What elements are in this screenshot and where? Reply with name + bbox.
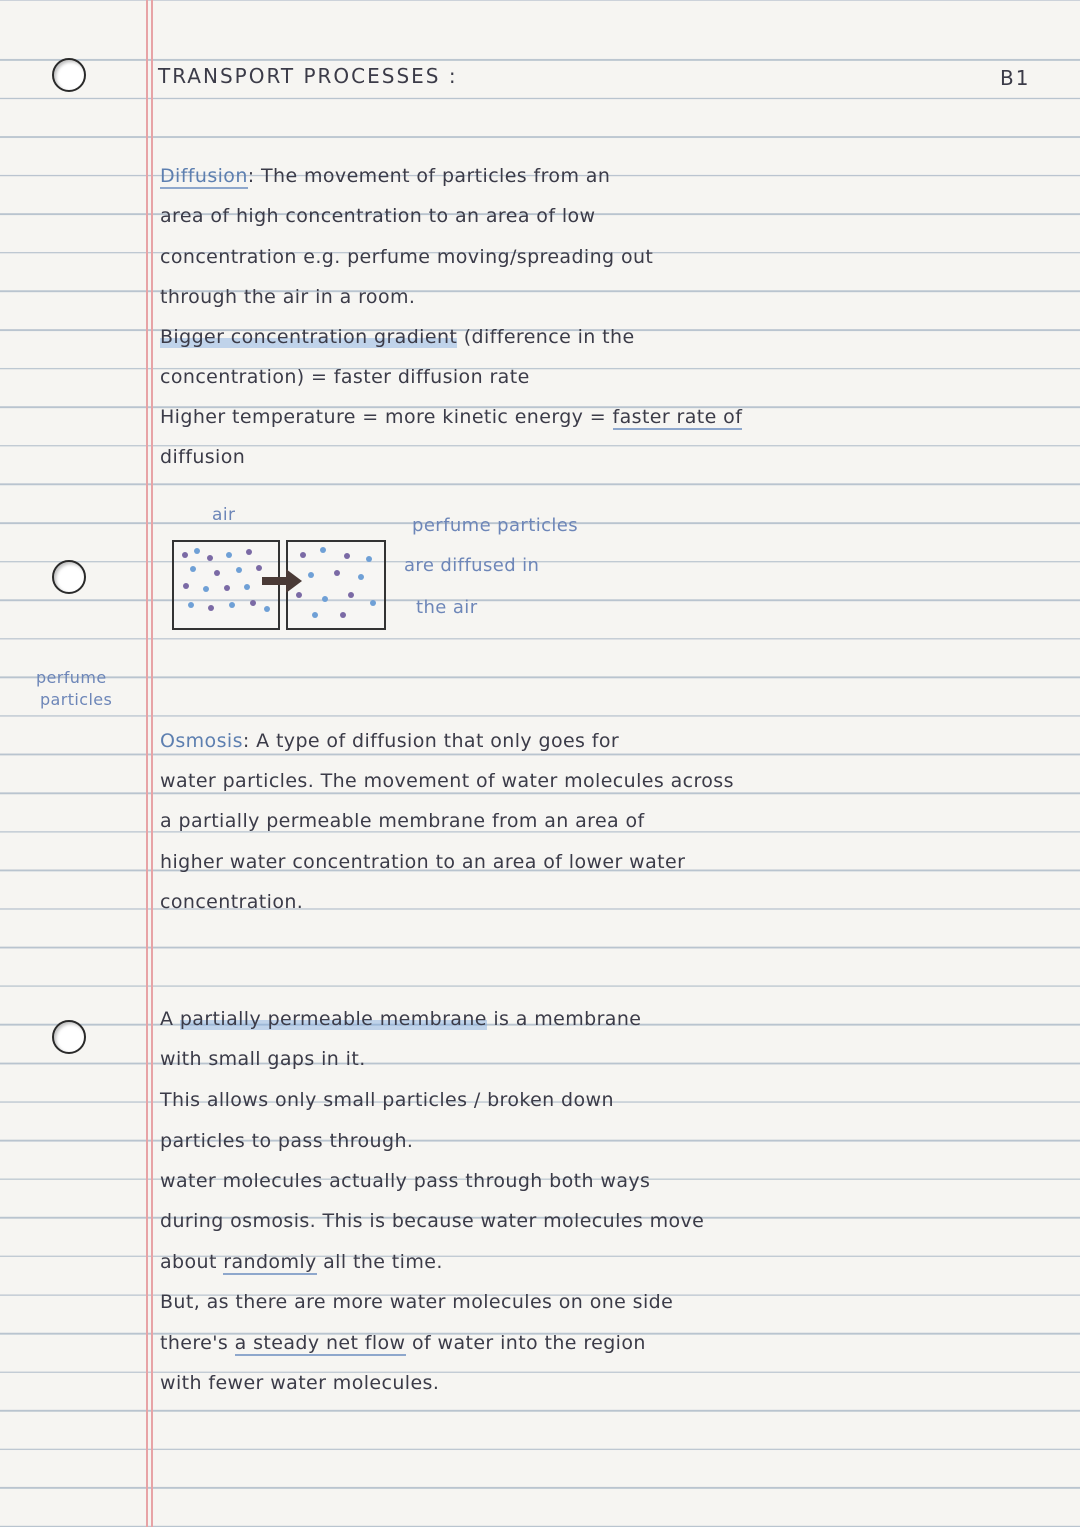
membrane-line-8: But, as there are more water molecules on one side [160,1291,674,1313]
membrane-line-6: during osmosis. This is because water molecules move [160,1210,705,1232]
page-code: B1 [1000,66,1031,90]
diagram-caption-3: the air [416,597,478,618]
osmosis-line-2: water particles. The movement of water molecules across [160,770,734,792]
diffusion-line-1: Diffusion: The movement of particles from an [160,165,611,187]
diffusion-line-2: area of high concentration to an area of low [160,205,596,227]
gradient-line-1: Bigger concentration gradient (difference in the [160,326,635,348]
particle-dot [244,584,250,590]
particle-dot [250,600,256,606]
punch-hole [52,1020,86,1054]
particle-dot [183,583,189,589]
randomly-underline: randomly [223,1251,317,1273]
particle-dot [194,548,200,554]
membrane-line-5: water molecules actually pass through both ways [160,1170,651,1192]
diffusion-line-4: through the air in a room. [160,286,416,308]
gradient-line-2: concentration) = faster diffusion rate [160,366,530,388]
particle-dot [300,552,306,558]
particle-dot [312,612,318,618]
particle-dot [188,602,194,608]
margin-line [151,0,153,1527]
diagram-caption-2: are diffused in [404,555,540,576]
margin-line [146,0,148,1527]
osmosis-line-4: higher water concentration to an area of lower water [160,851,686,873]
particle-dot [308,572,314,578]
diffusion-line-3: concentration e.g. perfume moving/spreading out [160,246,654,268]
side-label-1: perfume [36,668,107,687]
membrane-line-10: with fewer water molecules. [160,1372,440,1394]
membrane-line-7: about randomly all the time. [160,1251,443,1273]
membrane-line-1: A partially permeable membrane is a membrane [160,1008,642,1030]
air-label: air [212,505,236,525]
particle-dot [296,592,302,598]
particle-dot [214,570,220,576]
particle-dot [246,549,252,555]
page-title: TRANSPORT PROCESSES : [158,64,458,88]
particle-dot [322,596,328,602]
osmosis-line-5: concentration. [160,891,304,913]
temperature-line-1: Higher temperature = more kinetic energy = faster rate of [160,406,743,428]
osmosis-line-3: a partially permeable membrane from an area of [160,810,645,832]
faster-rate-underline: faster rate of [612,406,743,428]
membrane-line-4: particles to pass through. [160,1130,414,1152]
diffusion-term: Diffusion [160,165,248,187]
particle-dot [320,547,326,553]
particle-dot [348,592,354,598]
particle-dot [370,600,376,606]
punch-hole [52,58,86,92]
side-label-2: particles [40,690,113,709]
particle-dot [340,612,346,618]
particle-dot [182,552,188,558]
particle-dot [264,606,270,612]
membrane-line-9: there's a steady net flow of water into the region [160,1332,646,1354]
temperature-line-2: diffusion [160,446,246,468]
particle-dot [203,586,209,592]
particle-dot [236,567,242,573]
osmosis-term: Osmosis [160,730,243,752]
diagram-caption-1: perfume particles [412,515,579,536]
particle-dot [229,602,235,608]
gradient-highlight: Bigger concentration gradient [160,326,458,348]
membrane-line-3: This allows only small particles / broken down [160,1089,614,1111]
particle-dot [366,556,372,562]
osmosis-line-1: Osmosis: A type of diffusion that only goes for [160,730,620,752]
net-flow-underline: a steady net flow [234,1332,406,1354]
particle-dot [226,552,232,558]
particle-dot [344,553,350,559]
particle-dot [190,566,196,572]
particle-dot [358,574,364,580]
particle-dot [224,585,230,591]
punch-hole [52,560,86,594]
particle-dot [208,605,214,611]
membrane-line-2: with small gaps in it. [160,1048,366,1070]
particle-dot [256,565,262,571]
membrane-term: partially permeable membrane [179,1008,487,1030]
particle-dot [207,555,213,561]
particle-dot [334,570,340,576]
